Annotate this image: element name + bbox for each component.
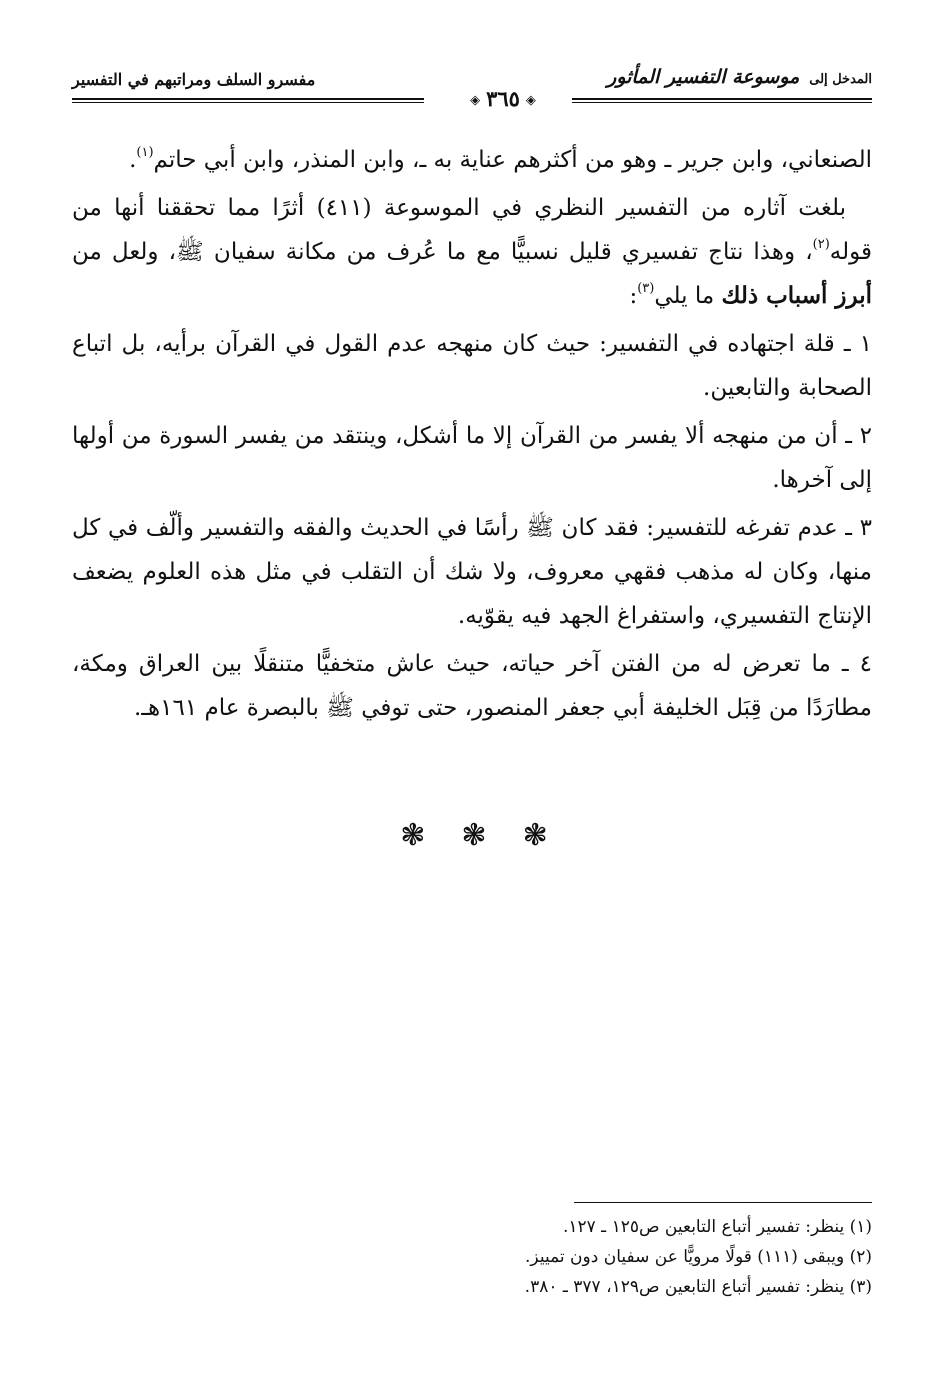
ornament-left: ◈	[470, 93, 481, 108]
paragraph-1-text: الصنعاني، وابن جرير ـ وهو من أكثرهم عناية به ـ، وابن المنذر، وابن أبي حاتم	[153, 147, 872, 173]
footnote-2: (٢) ويبقى (١١١) قولًا مرويًّا عن سفيان دون تمييز.	[525, 1247, 872, 1267]
paragraph-2-end: :	[629, 283, 638, 309]
list-item-3: ٣ ـ عدم تفرغه للتفسير: فقد كان ﷺ رأسًا في الحديث والفقه والتفسير وألّف في كل منها، وكان له مذهب فقهي معروف، ولا شك أن التقلب في مثل هذه العلوم يضعف الإنتاج التفسيري، واستفراغ الجهد فيه يقوّيه.	[72, 515, 872, 629]
page-number	[432, 86, 574, 111]
asterism-star: ❃	[461, 818, 487, 853]
header-rule-left	[72, 98, 424, 103]
footnotes	[72, 1212, 872, 1302]
ornament-right: ◈	[525, 93, 536, 108]
footnote-3: (٣) ينظر: تفسير أتباع التابعين ص١٢٩، ٣٧٧ ـ ٣٨٠.	[524, 1277, 872, 1297]
header-rule-right	[572, 98, 872, 103]
asterism-star: ❃	[400, 818, 426, 853]
paragraph-2-text-a: بلغت آثاره من التفسير النظري في الموسوعة (٤١١) أثرًا مما تحققنا أنها من قوله	[72, 195, 872, 265]
chapter-title: مفسرو السلف ومراتبهم في التفسير	[72, 70, 316, 89]
series-lead: المدخل إلى	[809, 72, 872, 87]
paragraph-2-text-b: ، وهذا نتاج تفسيري قليل نسبيًّا مع ما عُرف من مكانة سفيان ﷺ، ولعل من	[72, 239, 813, 265]
footnote-ref-3: (٣)	[637, 281, 655, 296]
paragraph-2-text-c: ما يلي	[654, 283, 715, 309]
paragraph-1-end: .	[129, 147, 137, 173]
footnote-ref-1: (١)	[136, 145, 154, 160]
footnote-rule	[574, 1202, 872, 1203]
list-item-2: ٢ ـ أن من منهجه ألا يفسر من القرآن إلا ما أشكل، وينتقد من يفسر السورة من أولها إلى آخرها.	[72, 423, 872, 493]
section-separator	[0, 818, 948, 853]
body-text	[72, 138, 872, 734]
series-title	[607, 66, 872, 88]
list-item-1: ١ ـ قلة اجتهاده في التفسير: حيث كان منهجه عدم القول في القرآن برأيه، بل اتباع الصحابة والتابعين.	[72, 331, 872, 401]
paragraph-1	[72, 138, 872, 182]
list-item-4: ٤ ـ ما تعرض له من الفتن آخر حياته، حيث عاش متخفيًّا متنقلًا بين العراق ومكة، مطارَدًا من قِبَل الخليفة أبي جعفر المنصور، حتى توفي ﷺ بالبصرة عام ١٦١هـ.	[72, 651, 872, 721]
paragraph-2	[72, 186, 872, 318]
running-header	[72, 60, 872, 112]
footnote-ref-2: (٢)	[812, 237, 830, 252]
page-number-value: ٣٦٥	[486, 86, 520, 111]
footnote-1: (١) ينظر: تفسير أتباع التابعين ص١٢٥ ـ ١٢٧.	[562, 1217, 872, 1237]
asterism-star: ❃	[522, 818, 548, 853]
series-calligraphy: موسوعة التفسير المأثور	[607, 66, 800, 88]
paragraph-2-bold: أبرز أسباب ذلك	[721, 282, 872, 309]
